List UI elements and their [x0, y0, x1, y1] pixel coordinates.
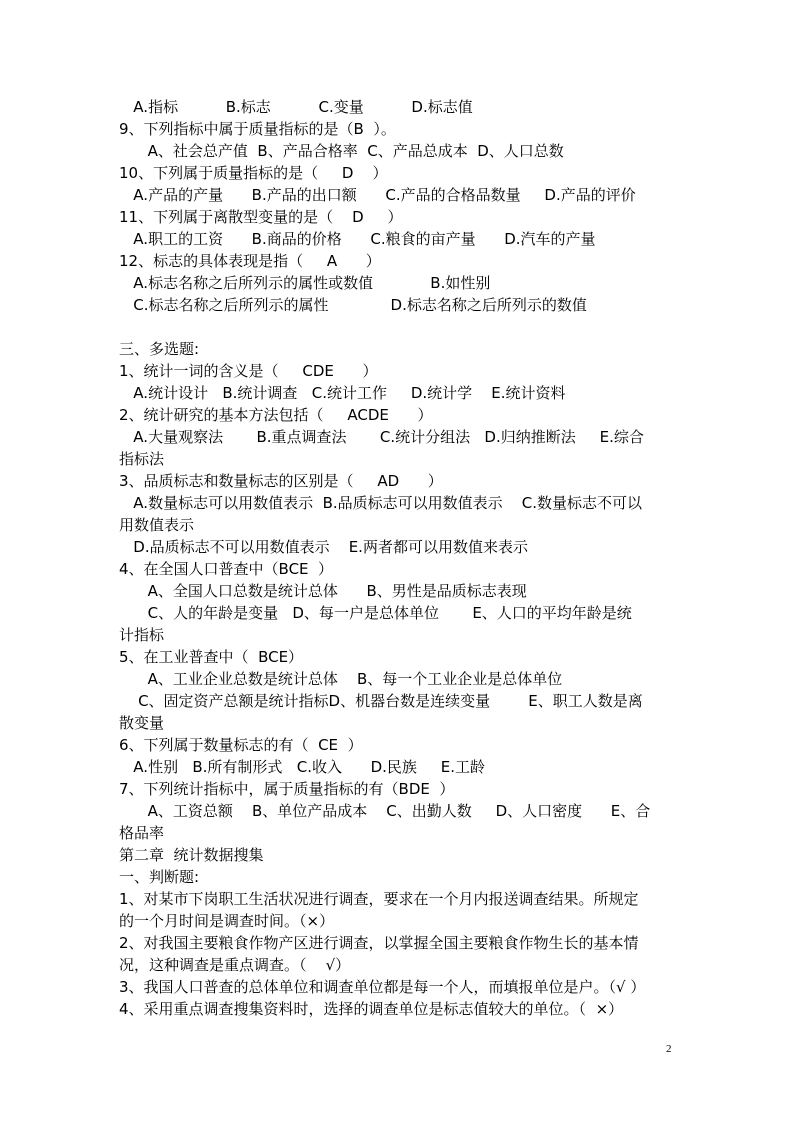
text-line: 况，这种调查是重点调查。（ √） — [119, 956, 351, 974]
text-line: A.指标 B.标志 C.变量 D.标志值 — [119, 98, 473, 116]
text-line: 指标法 — [119, 450, 165, 468]
text-line: 10、下列属于质量指标的是（ D ） — [119, 164, 388, 182]
text-line: 格品率 — [119, 824, 165, 842]
section-heading: 一、判断题: — [119, 868, 200, 886]
text-line: A、工资总额 B、单位产品成本 C、出勤人数 D、人口密度 E、合 — [119, 802, 651, 820]
blank-line — [119, 316, 679, 338]
text-line: 12、标志的具体表现是指（ A ） — [119, 252, 381, 270]
text-line: 用数值表示 — [119, 516, 195, 534]
text-line: A.数量标志可以用数值表示 B.品质标志可以用数值表示 C.数量标志不可以 — [119, 494, 642, 512]
text-line: A、全国人口总数是统计总体 B、男性是品质标志表现 — [119, 582, 527, 600]
text-line: A、工业企业总数是统计总体 B、每一个工业企业是总体单位 — [119, 670, 563, 688]
text-line: A.标志名称之后所列示的属性或数值 B.如性别 — [119, 274, 491, 292]
text-line: 2、对我国主要粮食作物产区进行调查，以掌握全国主要粮食作物生长的基本情 — [119, 934, 639, 952]
text-line: 7、下列统计指标中，属于质量指标的有（BDE ） — [119, 780, 455, 798]
text-line: A.大量观察法 B.重点调查法 C.统计分组法 D.归纳推断法 E.综合 — [119, 428, 644, 446]
text-line: A.统计设计 B.统计调查 C.统计工作 D.统计学 E.统计资料 — [119, 384, 566, 402]
chapter-heading: 第二章 统计数据搜集 — [119, 846, 264, 864]
text-line: D.品质标志不可以用数值表示 E.两者都可以用数值来表示 — [119, 538, 528, 556]
text-line: A.产品的产量 B.产品的出口额 C.产品的合格品数量 D.产品的评价 — [119, 186, 636, 204]
text-line: A.性别 B.所有制形式 C.收入 D.民族 E.工龄 — [119, 758, 485, 776]
section-heading: 三、多选题: — [119, 340, 200, 358]
text-line: C、固定资产总额是统计指标D、机器台数是连续变量 E、职工人数是离 — [119, 692, 643, 710]
text-line: 3、我国人口普查的总体单位和调查单位都是每一个人，而填报单位是户。（√ ） — [119, 978, 646, 996]
page-content — [119, 96, 679, 1020]
text-line: 计指标 — [119, 626, 165, 644]
page-number: 2 — [666, 1043, 672, 1055]
text-line: 2、统计研究的基本方法包括（ ACDE ） — [119, 406, 433, 424]
text-line: A、社会总产值 B、产品合格率 C、产品总成本 D、人口总数 — [119, 142, 564, 160]
text-line: 1、统计一词的含义是（ CDE ） — [119, 362, 378, 380]
text-line: 3、品质标志和数量标志的区别是（ AD ） — [119, 472, 443, 490]
text-line: 1、对某市下岗职工生活状况进行调查，要求在一个月内报送调查结果。所规定 — [119, 890, 639, 908]
text-line: 4、在全国人口普查中（BCE ） — [119, 560, 334, 578]
text-line: 11、下列属于离散型变量的是（ D ） — [119, 208, 403, 226]
text-line: 5、在工业普查中（ BCE） — [119, 648, 304, 666]
text-line: 散变量 — [119, 714, 165, 732]
text-line: A.职工的工资 B.商品的价格 C.粮食的亩产量 D.汽车的产量 — [119, 230, 596, 248]
text-line: 9、下列指标中属于质量指标的是（B ）。 — [119, 120, 396, 138]
text-line: C、人的年龄是变量 D、每一户是总体单位 E、人口的平均年龄是统 — [119, 604, 632, 622]
text-line: 4、采用重点调查搜集资料时，选择的调查单位是标志值较大的单位。（ ×） — [119, 1000, 624, 1018]
text-line: C.标志名称之后所列示的属性 D.标志名称之后所列示的数值 — [119, 296, 587, 314]
text-line: 的一个月时间是调查时间。（×） — [119, 912, 335, 930]
text-line: 6、下列属于数量标志的有（ CE ） — [119, 736, 363, 754]
